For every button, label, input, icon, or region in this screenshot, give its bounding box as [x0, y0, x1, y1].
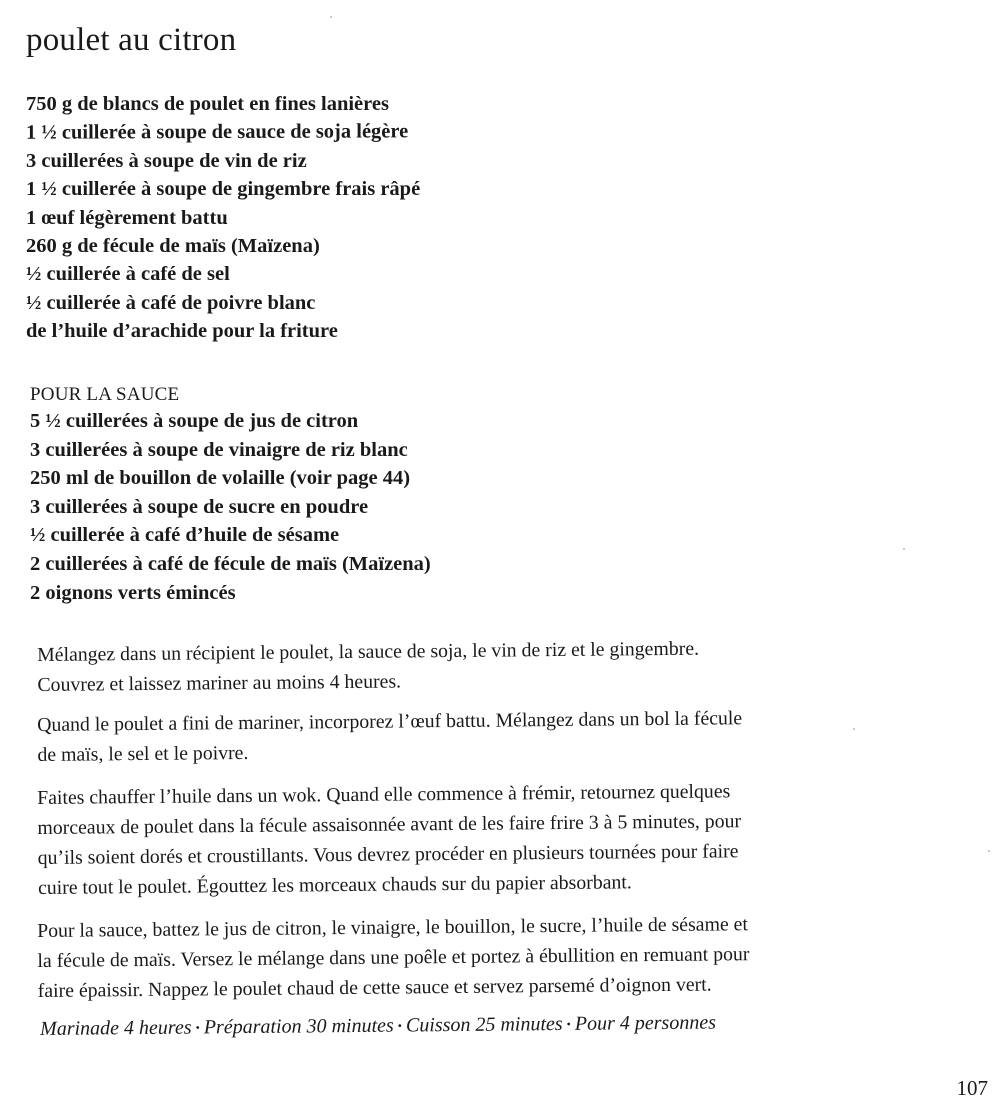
step-line: la fécule de maïs. Versez le mélange dans une poêle et portez à ébullition en remuant pour [37, 943, 750, 972]
bullet-separator: • [397, 1018, 403, 1033]
scan-speck [988, 850, 990, 852]
method-steps [37, 637, 977, 1019]
ingredient-item: 3 cuillerées à soupe de vin de riz [26, 149, 307, 172]
scan-speck [330, 16, 332, 18]
bullet-separator: • [195, 1020, 200, 1035]
ingredient-item: de l’huile d’arachide pour la friture [26, 320, 338, 343]
step-line: faire épaissir. Nappez le poulet chaud de cette sauce et servez parsemé d’oignon vert. [37, 973, 712, 1002]
sauce-ingredient-list [30, 407, 431, 607]
method-step [37, 631, 978, 700]
step-line: Couvrez et laissez mariner au moins 4 heures. [37, 670, 402, 696]
preparation-time: Préparation 30 minutes [203, 1014, 394, 1039]
step-line: Pour la sauce, battez le jus de citron, le vinaigre, le bouillon, le sucre, l’huile de sésame et [37, 913, 749, 942]
sauce-ingredient-item: 250 ml de bouillon de volaille (voir page 44) [30, 467, 411, 490]
sauce-ingredient-item: 3 cuillerées à soupe de vinaigre de riz blanc [30, 438, 408, 461]
ingredient-item: 1 ½ cuillerée à soupe de sauce de soja légère [25, 120, 409, 145]
scan-speck [853, 728, 855, 730]
sauce-ingredient-item: 3 cuillerées à soupe de sucre en poudre [30, 495, 369, 518]
servings: Pour 4 personnes [574, 1011, 717, 1035]
ingredient-item: 1 œuf légèrement battu [26, 206, 228, 229]
step-line: Faites chauffer l’huile dans un wok. Quand elle commence à frémir, retournez quelques [37, 780, 731, 809]
sauce-heading: POUR LA SAUCE [30, 384, 180, 405]
step-line: cuire tout le poulet. Égouttez les morceaux chauds sur du papier absorbant. [37, 871, 632, 899]
ingredient-item: 260 g de fécule de maïs (Maïzena) [26, 235, 320, 258]
bullet-separator: • [566, 1016, 571, 1031]
method-step [37, 907, 978, 1006]
step-line: qu’ils soient dorés et croustillants. Vous devrez procéder en plusieurs tournées pour faire [37, 840, 739, 869]
ingredient-item: ½ cuillerée à café de poivre blanc [26, 291, 316, 314]
page-number: 107 [956, 1076, 988, 1100]
ingredient-item: 1 ½ cuillerée à soupe de gingembre frais râpé [26, 178, 421, 201]
step-line: de maïs, le sel et le poivre. [37, 741, 249, 766]
method-step [37, 774, 978, 903]
sauce-ingredient-item: ½ cuillerée à café d’huile de sésame [30, 524, 340, 547]
marinade-time: Marinade 4 heures [40, 1016, 192, 1040]
ingredient-list [26, 90, 420, 346]
ingredient-item: ½ cuillerée à café de sel [26, 263, 230, 286]
step-line: Mélangez dans un récipient le poulet, la sauce de soja, le vin de riz et le gingembre. [37, 637, 700, 666]
step-line: morceaux de poulet dans la fécule assaisonnée avant de les faire frire 3 à 5 minutes, pour [37, 810, 742, 839]
sauce-section [30, 383, 431, 607]
scan-speck [903, 548, 905, 550]
sauce-ingredient-item: 5 ½ cuillerées à soupe de jus de citron [30, 410, 359, 432]
ingredient-item: 750 g de blancs de poulet en fines lanières [26, 93, 389, 115]
sauce-ingredient-item: 2 oignons verts émincés [30, 581, 236, 604]
step-line: Quand le poulet a fini de mariner, incorporez l’œuf battu. Mélangez dans un bol la fécule [37, 707, 743, 736]
sauce-ingredient-item: 2 cuillerées à café de fécule de maïs (Maïzena) [30, 552, 431, 575]
recipe-title: poulet au citron [26, 22, 237, 58]
method-step [37, 701, 978, 770]
cooking-time: Cuisson 25 minutes [405, 1012, 563, 1037]
